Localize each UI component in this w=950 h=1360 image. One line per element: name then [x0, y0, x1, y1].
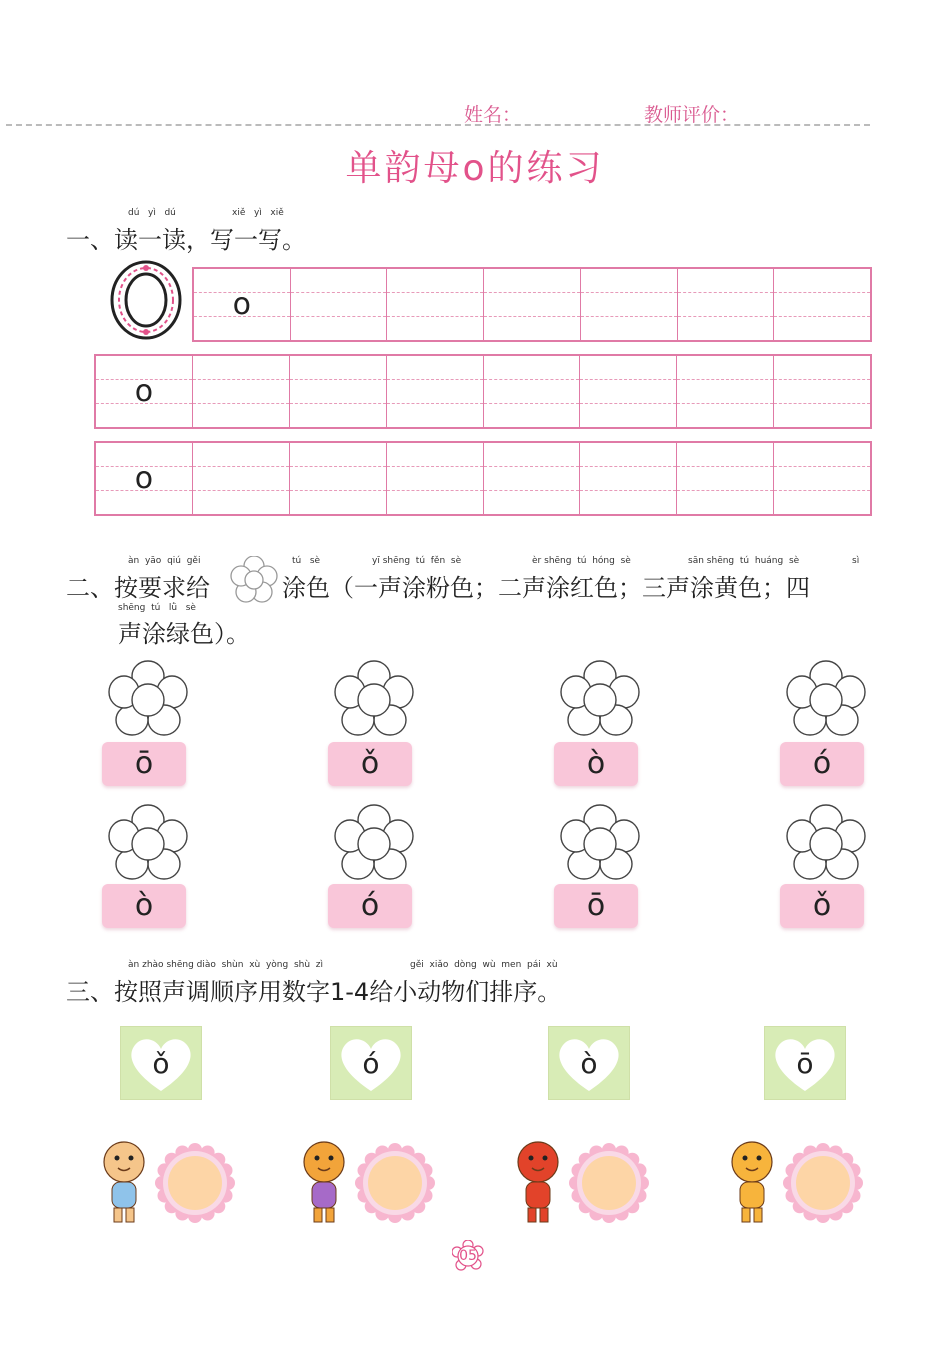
- writing-cell[interactable]: [193, 443, 290, 514]
- pinyin: xiě yì xiě: [232, 208, 284, 218]
- writing-cell[interactable]: [678, 269, 775, 340]
- writing-grid: [94, 354, 872, 429]
- heart-tone-label: ò: [580, 1047, 598, 1080]
- section1-heading: 一、读一读，写一写。: [66, 226, 306, 254]
- pinyin: sì: [852, 556, 860, 566]
- answer-circle[interactable]: [354, 1142, 436, 1228]
- writing-cell[interactable]: [387, 356, 484, 427]
- writing-cell[interactable]: [387, 269, 484, 340]
- flower-icon[interactable]: [560, 804, 640, 888]
- heart-card: [764, 1026, 846, 1100]
- heart-card: [548, 1026, 630, 1100]
- writing-cell[interactable]: [484, 356, 581, 427]
- tone-label: ǒ: [328, 742, 412, 786]
- pinyin: àn zhào shēng diào shùn xù yòng shù zì: [128, 960, 324, 970]
- writing-cell[interactable]: [580, 443, 677, 514]
- section3-heading: 三、按照声调顺序用数字1-4给小动物们排序。: [66, 978, 562, 1006]
- section2-heading-c: 声涂绿色）。: [118, 620, 250, 648]
- pinyin: dú yì dú: [128, 208, 176, 218]
- pinyin: èr shēng tú hóng sè: [532, 556, 631, 566]
- writing-cell[interactable]: [290, 356, 387, 427]
- page-title: 单韵母o的练习: [345, 148, 605, 189]
- flower-icon[interactable]: [334, 804, 414, 888]
- header-divider: [6, 124, 870, 126]
- answer-circle[interactable]: [782, 1142, 864, 1228]
- flower-icon[interactable]: [108, 660, 188, 744]
- section2-heading-a: 二、按要求给: [66, 574, 210, 602]
- tone-label: ò: [102, 884, 186, 928]
- tone-label: ō: [102, 742, 186, 786]
- writing-cell[interactable]: o: [96, 443, 193, 514]
- flower-icon[interactable]: [786, 804, 866, 888]
- writing-grid: [94, 441, 872, 516]
- heart-tone-label: ó: [362, 1047, 380, 1080]
- pinyin: tú sè: [292, 556, 321, 566]
- name-label: 姓名：: [464, 104, 522, 126]
- flower-icon[interactable]: [560, 660, 640, 744]
- writing-cell[interactable]: [774, 269, 870, 340]
- tone-label: ò: [554, 742, 638, 786]
- writing-cell[interactable]: [580, 356, 677, 427]
- pinyin: àn yāo qiú gěi: [128, 556, 201, 566]
- writing-cell[interactable]: [677, 443, 774, 514]
- tone-label: ó: [328, 884, 412, 928]
- tone-label: ǒ: [780, 884, 864, 928]
- writing-grid: [192, 267, 872, 342]
- lion-icon: [294, 1136, 356, 1232]
- writing-cell[interactable]: [677, 356, 774, 427]
- letter-o-model: [106, 258, 186, 342]
- page-number: 05: [452, 1240, 484, 1272]
- flower-icon[interactable]: [334, 660, 414, 744]
- squirrel-icon: [508, 1136, 570, 1232]
- writing-cell[interactable]: o: [194, 269, 291, 340]
- writing-cell[interactable]: [484, 443, 581, 514]
- writing-cell[interactable]: [291, 269, 388, 340]
- writing-cell[interactable]: [774, 443, 870, 514]
- writing-cell[interactable]: [290, 443, 387, 514]
- teacher-eval-label: 教师评价：: [644, 104, 740, 126]
- section2-heading-b: 涂色（一声涂粉色；二声涂红色；三声涂黄色；四: [282, 574, 810, 602]
- answer-circle[interactable]: [568, 1142, 650, 1228]
- heart-tone-label: ǒ: [152, 1047, 170, 1080]
- dog-icon: [94, 1136, 156, 1232]
- pinyin: sān shēng tú huáng sè: [688, 556, 800, 566]
- pinyin: shēng tú lǜ sè: [118, 603, 196, 613]
- answer-circle[interactable]: [154, 1142, 236, 1228]
- tone-label: ó: [780, 742, 864, 786]
- writing-cell[interactable]: [484, 269, 581, 340]
- writing-cell[interactable]: [774, 356, 870, 427]
- heart-card: [330, 1026, 412, 1100]
- tone-label: ō: [554, 884, 638, 928]
- pinyin: gěi xiǎo dòng wù men pái xù: [410, 960, 558, 970]
- heart-tone-label: ō: [796, 1047, 814, 1080]
- flower-icon[interactable]: [786, 660, 866, 744]
- flower-icon[interactable]: [108, 804, 188, 888]
- pinyin: yī shēng tú fěn sè: [372, 556, 462, 566]
- writing-cell[interactable]: [581, 269, 678, 340]
- writing-cell[interactable]: [387, 443, 484, 514]
- flower-icon: [230, 556, 278, 604]
- heart-card: [120, 1026, 202, 1100]
- writing-cell[interactable]: o: [96, 356, 193, 427]
- writing-cell[interactable]: [193, 356, 290, 427]
- cat-icon: [722, 1136, 784, 1232]
